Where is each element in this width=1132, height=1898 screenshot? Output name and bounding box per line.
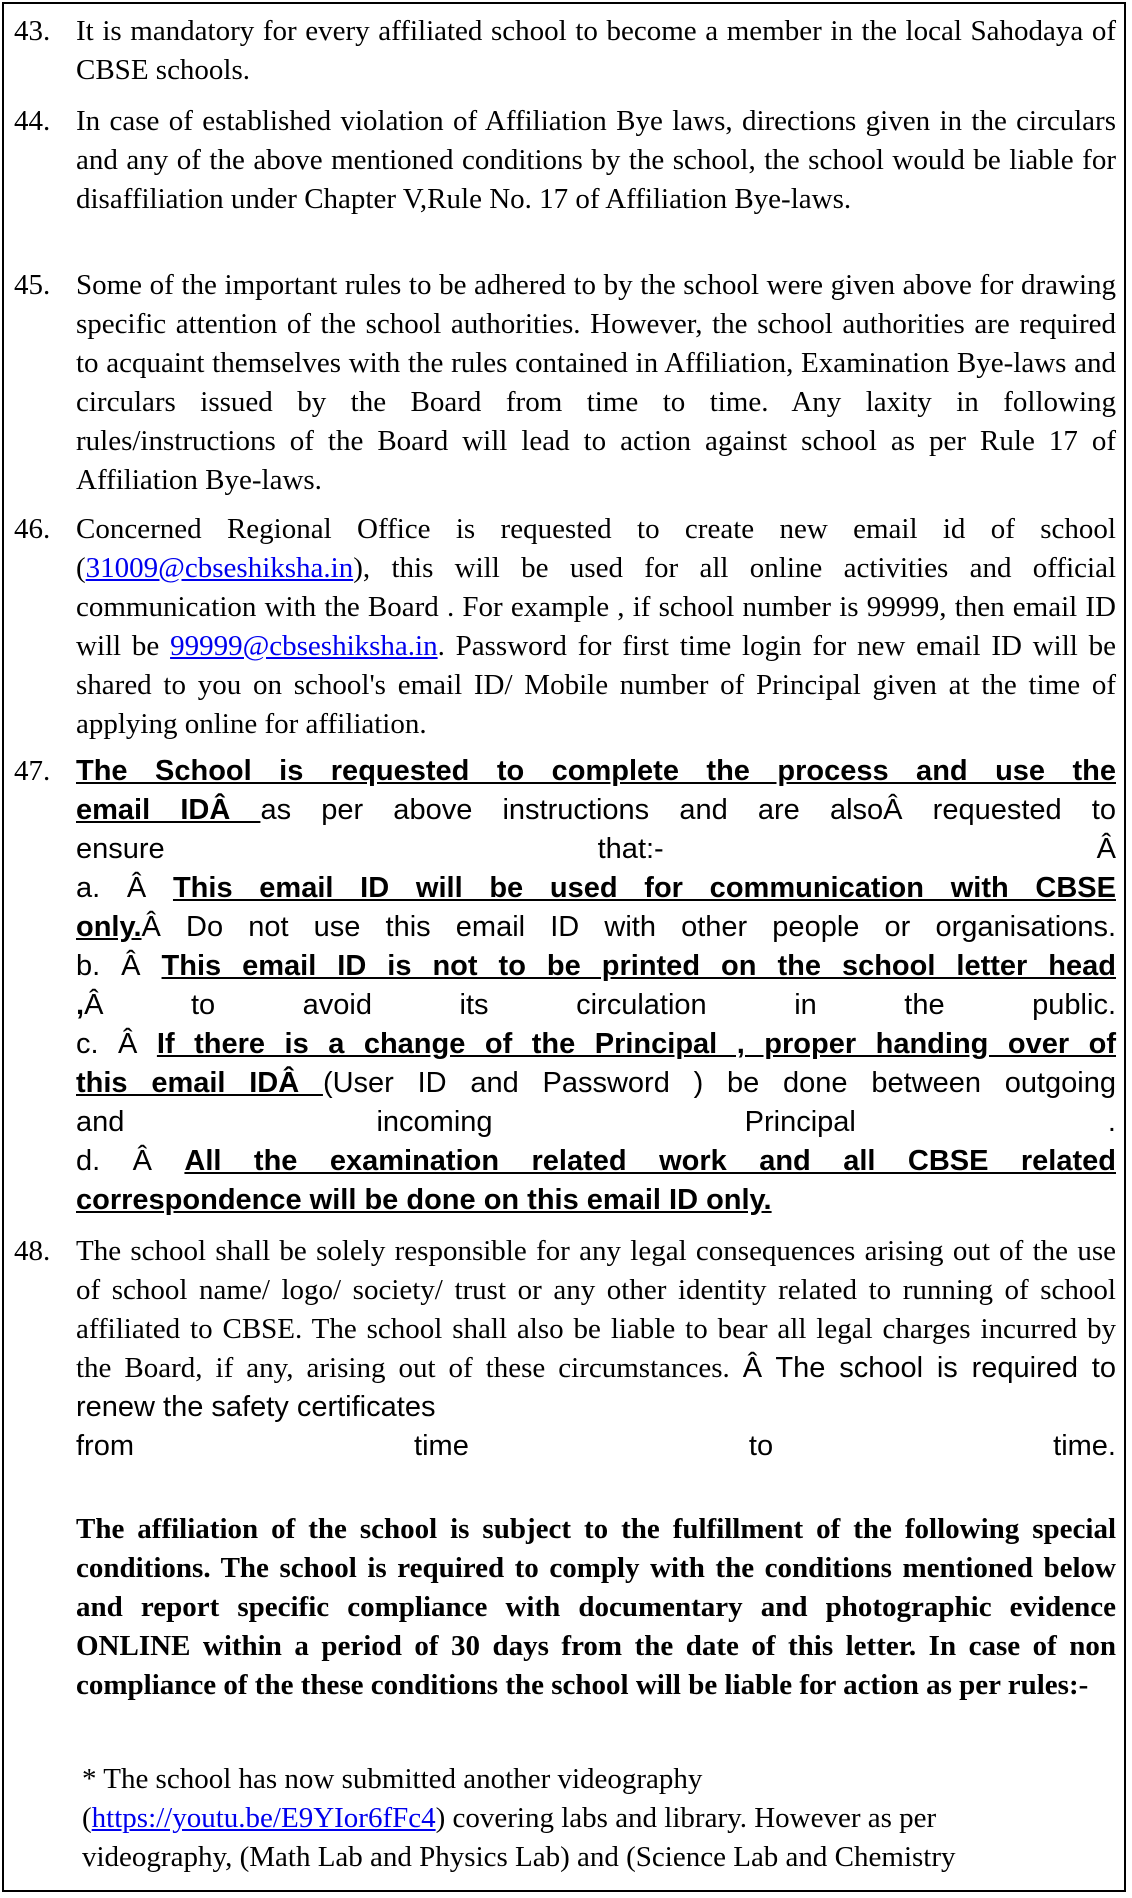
sub-item-emphasis: correspondence will be done on this email ID only. (76, 1184, 772, 1216)
item-text (76, 510, 1116, 744)
item-number: 44. (14, 105, 51, 137)
text-segment: that:- (597, 833, 664, 865)
text-segment: ( (82, 1802, 92, 1834)
list-item-48 (14, 1232, 1116, 1466)
text-segment: as per above instructions and are alsoÂ requested to (260, 794, 1116, 826)
sub-item-emphasis: All the examination related work and all CBSE related (184, 1145, 1116, 1177)
text-segment: The school shall be solely responsible for any legal consequences arising out of the use of school name/ logo/ society/ trust or any other identity related to running of school affiliated to CBSE. The school shall also be liable to bear all legal charges incurred by the Board, if any, arising out of these circumstances. (76, 1235, 1116, 1384)
sub-item-marker: b. Â (76, 950, 162, 982)
text-segment: ) covering labs and library. However as per (435, 1802, 937, 1834)
text-line (76, 1064, 1116, 1103)
text-line (76, 830, 1116, 869)
text-segment: ensure (76, 833, 165, 865)
text-segment: Concerned Regional Office is requested to create new email id of school ( (76, 513, 1116, 584)
item-text: In case of established violation of Affiliation Bye laws, directions given in the circulars and any of the above mentioned conditions by the school, the school would be liable for disaffiliation under Chapter V,Rule No. 17 of Affiliation Bye-laws. (76, 105, 1116, 215)
list-item-45 (14, 266, 1116, 500)
instruction-heading: The School is requested to complete the process and use the (76, 755, 1116, 787)
note-line: videography, (Math Lab and Physics Lab) and (Science Lab and Chemistry (82, 1841, 956, 1873)
email-id-phrase: email IDÂ (76, 794, 261, 826)
item-text: Some of the important rules to be adhered to by the school were given above for drawing specific attention of the school authorities. However, the school authorities are required to acquaint themselves with the rules contained in Affiliation, Examination Bye-laws and circulars issued by the Board from time to time. Any laxity in following rules/instructions of the Board will lead to action against school as per Rule 17 of Affiliation Bye-laws. (76, 269, 1116, 496)
text-line (76, 908, 1116, 947)
text-segment: Â to avoid its circulation in the public. (84, 989, 1116, 1021)
sub-item-a (76, 869, 1116, 908)
school-email-link[interactable]: 31009@cbseshiksha.in (85, 552, 354, 584)
sub-item-emphasis: only. (76, 911, 142, 943)
list-item-43 (14, 12, 1116, 90)
list-item-47 (14, 752, 1116, 1220)
text-segment: Â The school is required to renew the safety certificates (76, 1352, 1116, 1423)
text-segment: . Password for first time login for new email ID will be shared to you on school's email ID/ Mobile number of Principal given at the time of applying online for affiliation. (76, 630, 1116, 740)
youtube-link[interactable]: https://youtu.be/E9YIor6fFc4 (91, 1802, 436, 1834)
text-line: and incoming Principal . (76, 1106, 1116, 1138)
special-conditions-paragraph: The affiliation of the school is subject to the fulfillment of the following special conditions. The school is required to comply with the conditions mentioned below and report specific compliance with documentary and photographic evidence ONLINE within a period of 30 days from the date of this letter. In case of non compliance of the these conditions the school will be liable for action as per rules:- (76, 1513, 1116, 1701)
sub-item-emphasis: This email ID is not to be printed on the school letter head (161, 950, 1116, 982)
text-segment: Â Do not use this email ID with other people or organisations. (141, 911, 1116, 943)
sub-item-emphasis: This email ID will be used for communication with CBSE (172, 872, 1116, 904)
note-line (82, 1799, 1116, 1838)
item-text: It is mandatory for every affiliated school to become a member in the local Sahodaya of CBSE schools. (76, 15, 1116, 86)
item-number: 45. (14, 269, 51, 301)
text-line (76, 791, 1116, 830)
text-segment: Â (1096, 833, 1117, 865)
sub-item-emphasis: If there is a change of the Principal , proper handing over of (156, 1028, 1116, 1060)
sub-item-b (76, 947, 1116, 986)
sub-item-c (76, 1025, 1116, 1064)
text-line: from time to time. (76, 1430, 1116, 1462)
sub-item-d (76, 1142, 1116, 1181)
item-number: 46. (14, 513, 51, 545)
item-number: 47. (14, 755, 51, 787)
sub-item-emphasis: this email IDÂ (76, 1067, 323, 1099)
sub-item-marker: a. Â (76, 872, 173, 904)
videography-note (82, 1760, 1116, 1877)
list-item-46 (14, 510, 1116, 744)
list-item-44 (14, 102, 1116, 219)
sub-item-emphasis: , (76, 989, 85, 1021)
item-number: 48. (14, 1235, 51, 1267)
sub-item-marker: c. Â (76, 1028, 157, 1060)
item-text (76, 1232, 1116, 1466)
text-segment: ), this will be used for all online activities and official communication with the Board . For example , if school number is 99999, then email ID will be (76, 552, 1116, 662)
note-line: * The school has now submitted another videography (82, 1763, 703, 1795)
text-segment: (User ID and Password ) be done between outgoing (322, 1067, 1116, 1099)
item-number: 43. (14, 15, 51, 47)
item-text (76, 752, 1116, 1220)
text-line (76, 986, 1116, 1025)
example-email-link[interactable]: 99999@cbseshiksha.in (170, 630, 438, 662)
sub-item-marker: d. Â (76, 1145, 185, 1177)
